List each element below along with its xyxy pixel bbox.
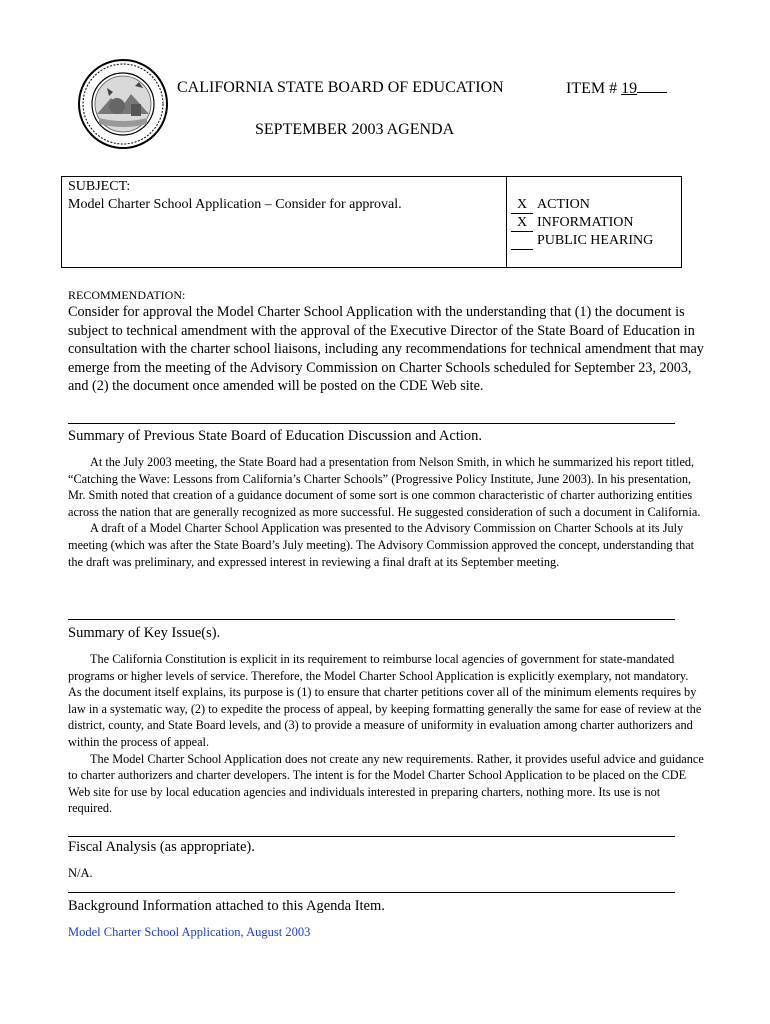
information-label: INFORMATION — [537, 215, 634, 230]
state-seal-icon — [77, 58, 169, 150]
subject-label: SUBJECT: — [68, 179, 131, 194]
item-underline — [637, 79, 667, 93]
agenda-title: SEPTEMBER 2003 AGENDA — [255, 121, 455, 138]
action-row-public-hearing — [511, 233, 653, 251]
previous-discussion-body — [68, 454, 704, 570]
public-hearing-mark — [511, 233, 533, 250]
information-mark: X — [511, 215, 533, 232]
action-row-information — [511, 215, 653, 233]
fiscal-analysis-title: Fiscal Analysis (as appropriate). — [68, 839, 255, 855]
section-divider — [68, 423, 675, 424]
action-label: ACTION — [537, 197, 590, 212]
key-issues-paragraph: The California Constitution is explicit in its requirement to reimburse local agencies of government for state-mandated programs or higher levels of service. Therefore, the Model Charter School Application is explicitly exemplary, not mandatory. As the document itself explains, its purpose is (1) to ensure that charter petitions cover all of the minimum elements requires by law in a systematic way, (2) to expedite the process of appeal, by keeping formatting generally the same for ease of review at the district, county, and State Board levels, and (3) to provide a measure of uniformity in evaluation among charter authorizers and within the process of appeal. — [68, 652, 702, 749]
previous-discussion-paragraph: A draft of a Model Charter School Application was presented to the Advisory Commission on Charter Schools at its July meeting (which was after the State Board’s July meeting). The Advisory Commission approved the concept, understanding that the draft was preliminary, and expressed interest in reviewing a final draft at its September meeting. — [68, 521, 695, 569]
item-label: ITEM # — [566, 80, 622, 97]
section-divider — [68, 836, 675, 837]
subject-box-divider — [506, 177, 507, 267]
action-row-action — [511, 197, 653, 215]
section-divider — [68, 619, 675, 620]
organization-title: CALIFORNIA STATE BOARD OF EDUCATION — [177, 79, 504, 96]
section-divider — [68, 892, 675, 893]
public-hearing-label: PUBLIC HEARING — [537, 233, 654, 248]
subject-box — [61, 176, 682, 268]
item-number-value: 19 — [621, 80, 638, 97]
fiscal-analysis-value: N/A. — [68, 866, 93, 880]
recommendation-text: Consider for approval the Model Charter School Application with the understanding that (1) the document is subject to technical amendment with the approval of the Executive Director of the State Board of Education in consultation with the charter school liaisons, including any recommendations for technical amendment that may emerge from the meeting of the Advisory Commission on Charter Schools scheduled for September 23, 2003, and (2) the document once amended will be posted on the CDE Web site. — [68, 304, 704, 395]
previous-discussion-paragraph: At the July 2003 meeting, the State Board had a presentation from Nelson Smith, in which he summarized his report titled, “Catching the Wave: Lessons from California’s Charter Schools” (Progressive Policy Institute, June 2003). In his presentation, Mr. Smith noted that creation of a guidance document of some sort is one common characteristic of charter authorizing entities across the nation that are generally recognized as more successful. He suggested consideration of such a document in California. — [68, 455, 701, 519]
previous-discussion-title: Summary of Previous State Board of Education Discussion and Action. — [68, 428, 483, 444]
background-attachment-link[interactable]: Model Charter School Application, August 2003 — [68, 925, 311, 939]
subject-text: Model Charter School Application – Consider for approval. — [68, 197, 402, 212]
background-info-title: Background Information attached to this Agenda Item. — [68, 898, 385, 914]
key-issues-paragraph: The Model Charter School Application does not create any new requirements. Rather, it provides useful advice and guidance to charter authorizers and charter developers. The intent is for the Model Charter School Application to be placed on the CDE Web site for use by local education agencies and individuals interested in preparing charters, nothing more. Its use is not required. — [68, 751, 704, 816]
key-issues-title: Summary of Key Issue(s). — [68, 625, 221, 641]
action-type-list — [511, 197, 653, 251]
recommendation-label: RECOMMENDATION: — [68, 288, 186, 302]
key-issues-body — [68, 651, 704, 817]
action-mark: X — [511, 197, 533, 214]
item-number — [566, 79, 667, 98]
